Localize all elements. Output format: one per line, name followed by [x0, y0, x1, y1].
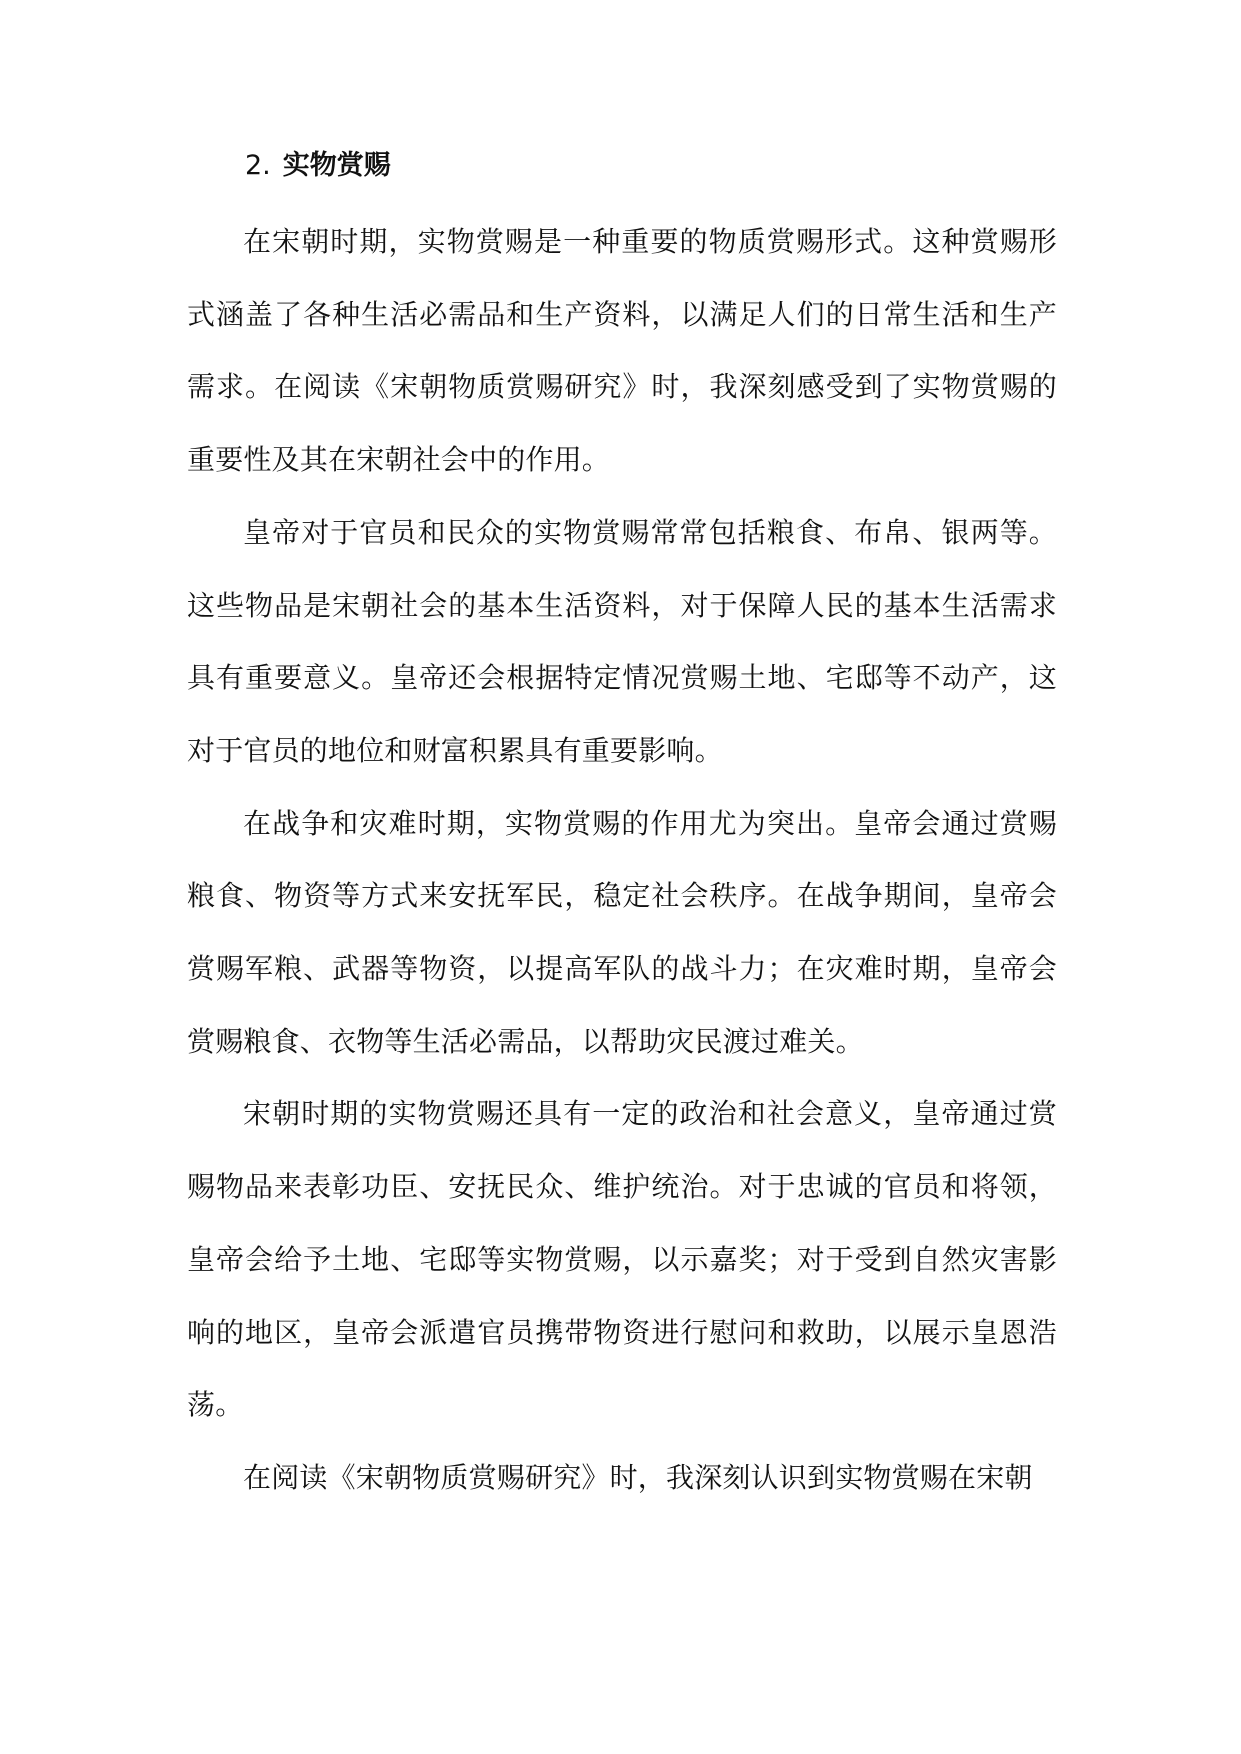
paragraph-3: 在战争和灾难时期，实物赏赐的作用尤为突出。皇帝会通过赏赐粮食、物资等方式来安抚军民，稳定社会秩序。在战争期间，皇帝会赏赐军粮、武器等物资，以提高军队的战斗力；在灾难时期，皇帝会赏赐粮食、衣物等生活必需品，以帮助灾民渡过难关。 [187, 806, 1057, 1058]
section-number: 2. [245, 150, 271, 181]
document-body [187, 148, 1057, 1515]
paragraph-4: 宋朝时期的实物赏赐还具有一定的政治和社会意义，皇帝通过赏赐物品来表彰功臣、安抚民众、维护统治。对于忠诚的官员和将领，皇帝会给予土地、宅邸等实物赏赐，以示嘉奖；对于受到自然灾害影响的地区，皇帝会派遣官员携带物资进行慰问和救助，以展示皇恩浩荡。 [187, 1097, 1057, 1422]
paragraph-2: 皇帝对于官员和民众的实物赏赐常常包括粮食、布帛、银两等。这些物品是宋朝社会的基本生活资料，对于保障人民的基本生活需求具有重要意义。皇帝还会根据特定情况赏赐土地、宅邸等不动产，这对于官员的地位和财富积累具有重要影响。 [187, 515, 1057, 767]
paragraph-5: 在阅读《宋朝物质赏赐研究》时，我深刻认识到实物赏赐在宋朝 [243, 1460, 1033, 1494]
section-heading [245, 148, 1057, 184]
section-title: 实物赏赐 [282, 150, 391, 181]
paragraph-1: 在宋朝时期，实物赏赐是一种重要的物质赏赐形式。这种赏赐形式涵盖了各种生活必需品和生产资料，以满足人们的日常生活和生产需求。在阅读《宋朝物质赏赐研究》时，我深刻感受到了实物赏赐的重要性及其在宋朝社会中的作用。 [187, 225, 1057, 477]
